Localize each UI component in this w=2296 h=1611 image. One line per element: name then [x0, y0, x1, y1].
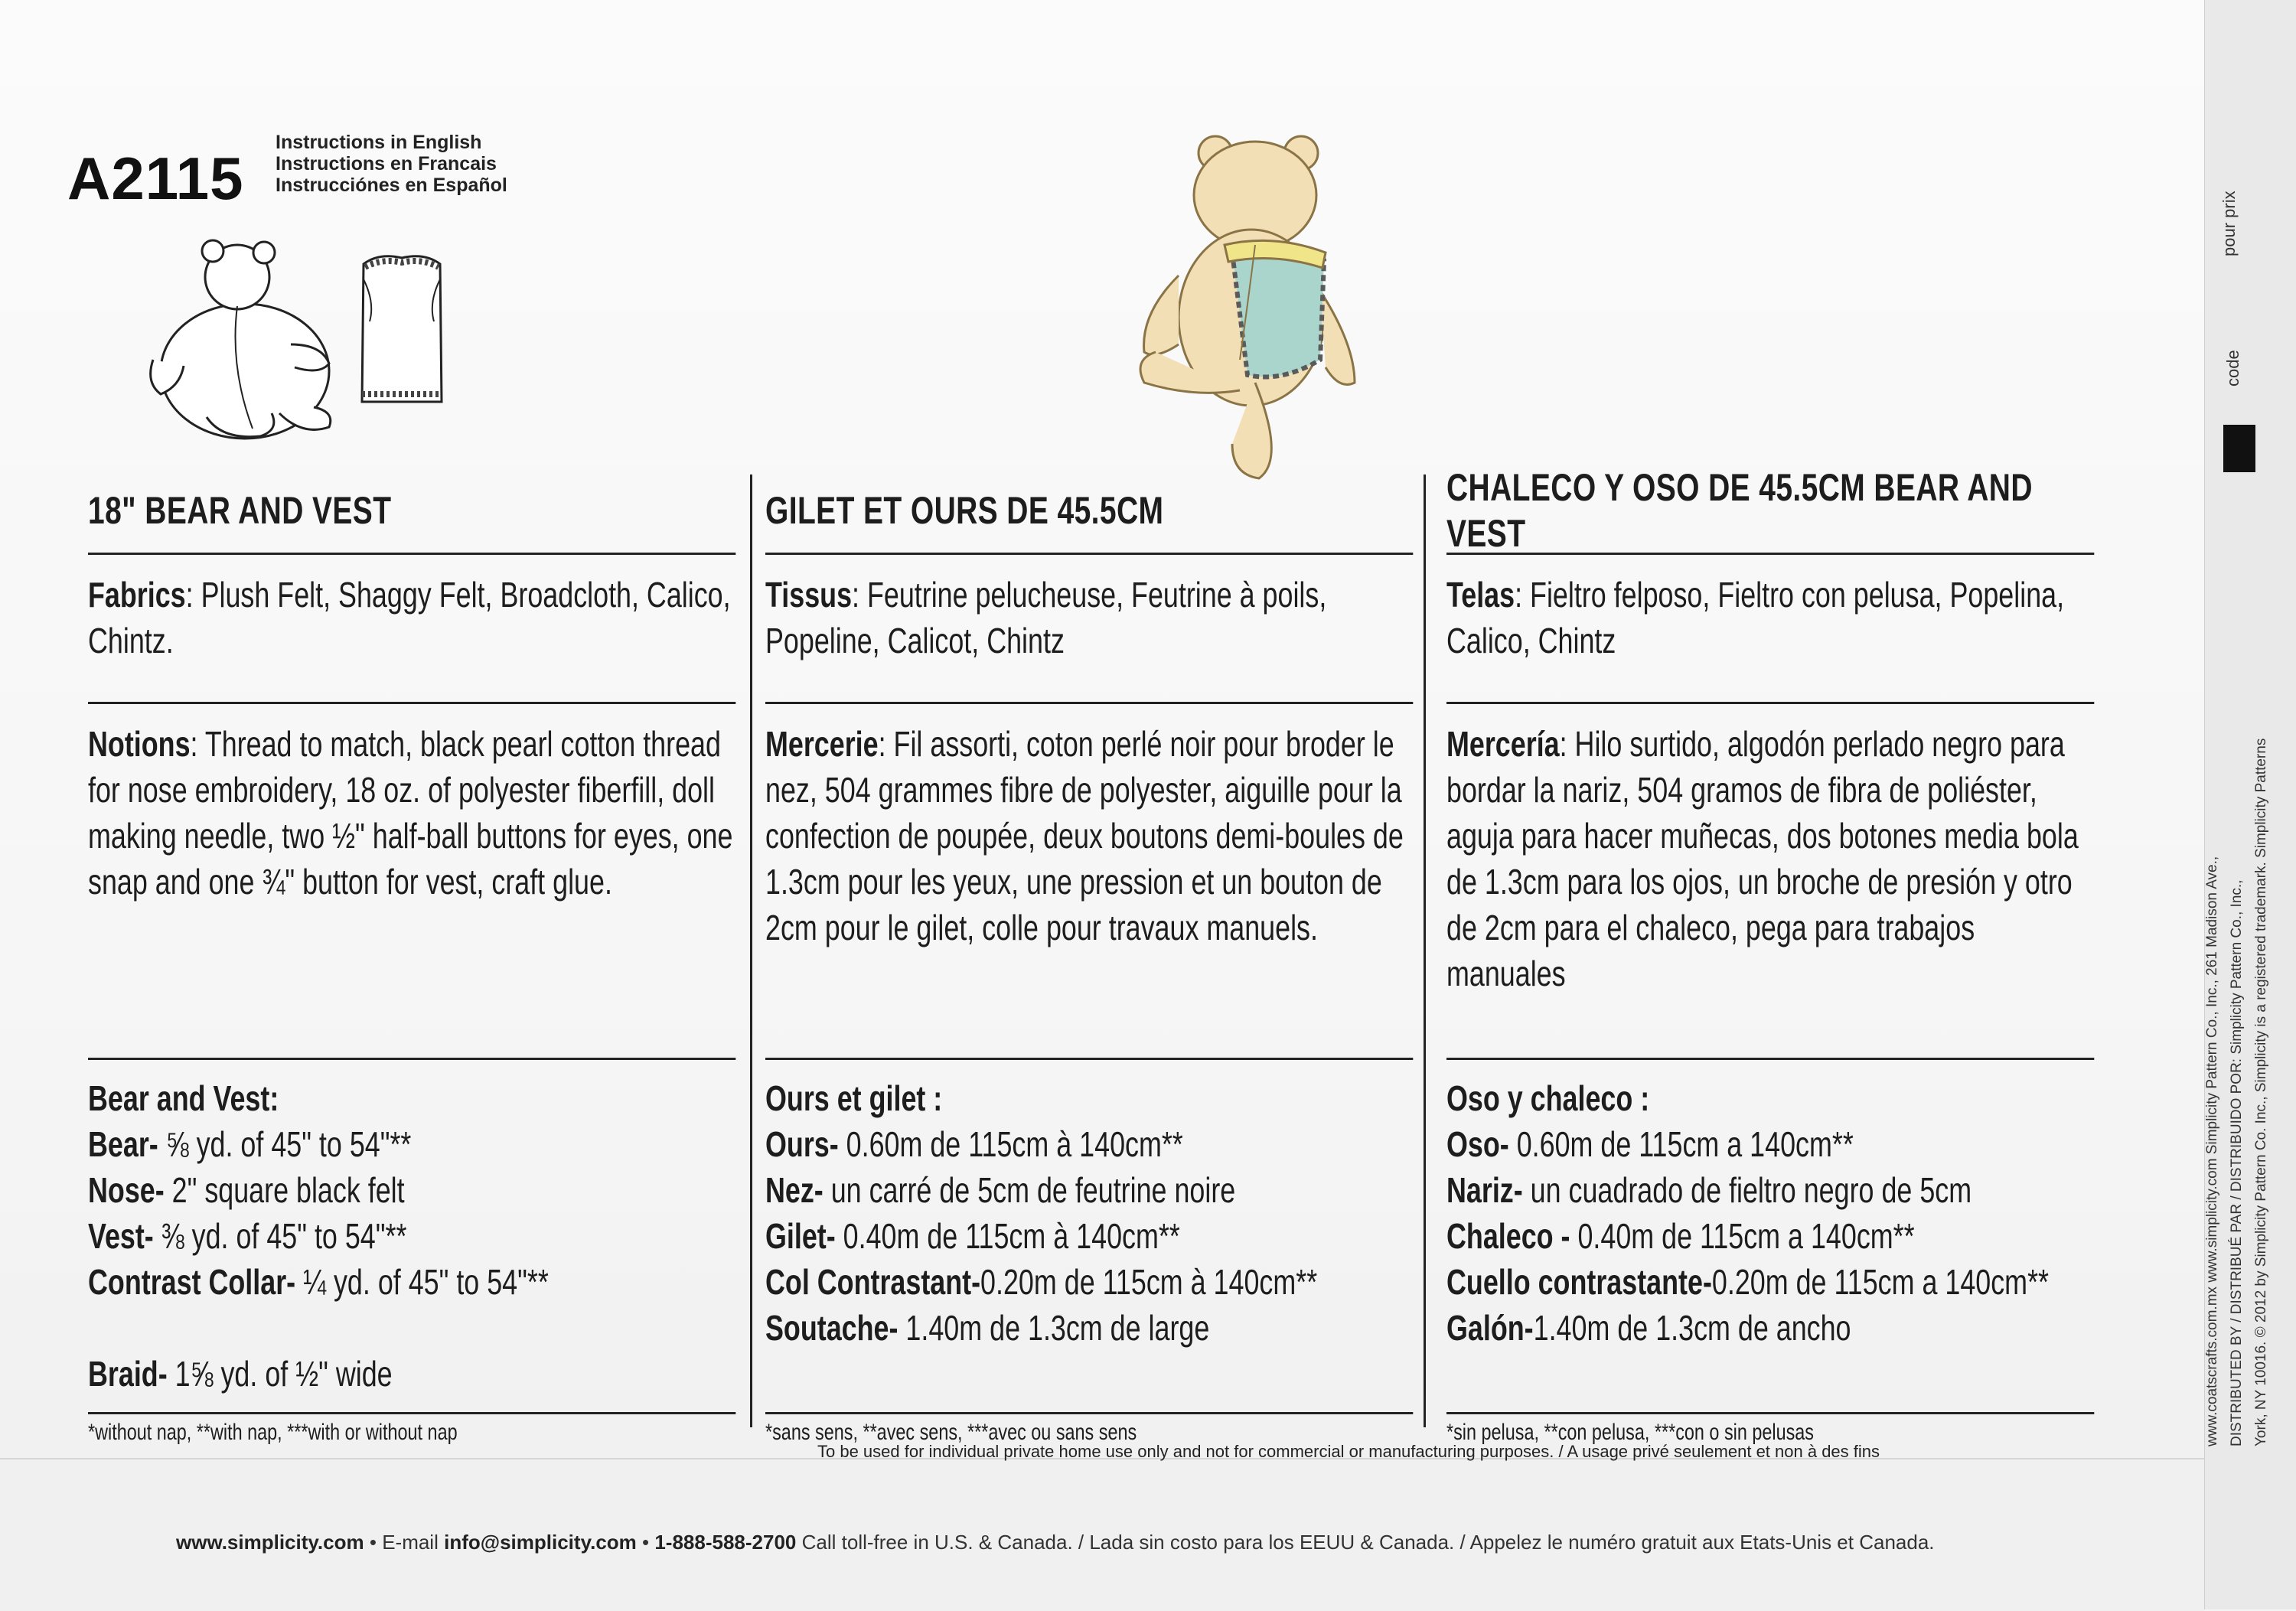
notions-label: Mercería [1446, 724, 1560, 764]
yardage-section [765, 1060, 1413, 1412]
column-title: CHALECO Y OSO DE 45.5CM BEAR AND VEST [1446, 466, 2033, 555]
notions-text: : Hilo surtido, algodón perlado negro para bordar la nariz, 504 gramos de fibra de poliéster, aguja para hacer muñecas, dos botones media bola de 1.3cm para los ojos, un broche de presión y otro de 2cm para el chaleco, pega para trabajos manuales [1446, 724, 2079, 993]
bear-with-vest-illustration [1125, 130, 1401, 482]
yardage-row: Nose- 2" square black felt [88, 1170, 405, 1210]
pattern-number: A2115 [67, 145, 244, 212]
column-english [88, 468, 735, 1446]
fabrics-label: Tissus [765, 575, 853, 615]
tollfree-text: Call toll-free in U.S. & Canada. / Lada sin costo para los EEUU & Canada. / Appelez le numéro gratuit aux Etats-Unis et Canada. [801, 1531, 1935, 1554]
barcode-mark [2223, 425, 2255, 472]
notions-label: Mercerie [765, 724, 879, 764]
yardage-row: Cuello contrastante-0.20m de 115cm a 140cm** [1446, 1262, 2050, 1302]
trim-row: Soutache- 1.40m de 1.3cm de large [765, 1308, 1210, 1348]
yardage-row: Vest- ⅜ yd. of 45" to 54"** [88, 1216, 407, 1256]
footer-contact [176, 1531, 1935, 1554]
separator-dot: • [642, 1531, 655, 1554]
fabrics-text: : Plush Felt, Shaggy Felt, Broadcloth, Calico, Chintz. [88, 575, 731, 660]
column-spanish [1446, 468, 2094, 1446]
language-english: Instructions in English [276, 132, 482, 153]
nap-footnote: *sans sens, **avec sens, ***avec ou sans sens [765, 1420, 1137, 1445]
fabrics-text: : Fieltro felposo, Fieltro con pelusa, Popelina, Calico, Chintz [1446, 575, 2065, 660]
language-list [276, 132, 507, 196]
column-divider-1 [750, 474, 752, 1427]
language-french: Instructions en Francais [276, 153, 497, 174]
yardage-heading: Bear and Vest: [88, 1078, 279, 1118]
yardage-row: Oso- 0.60m de 115cm a 140cm** [1446, 1124, 1854, 1164]
email-label: E-mail [382, 1531, 439, 1554]
legal-notice: To be used for individual private home use only and not for commercial or manufacturing purposes. / A usage privé seulement et non à des fins [817, 1442, 1880, 1461]
yardage-row: Bear- ⅝ yd. of 45" to 54"** [88, 1124, 412, 1164]
distributor-line: York, NY 10016. © 2012 by Simplicity Pattern Co. Inc., Simplicity is a registered trademark. Simplicity Patterns [2253, 738, 2269, 1446]
yardage-section [1446, 1060, 2094, 1412]
fabrics-section [1446, 555, 2094, 702]
code-label: code [2223, 350, 2242, 386]
yardage-row: Gilet- 0.40m de 115cm à 140cm** [765, 1216, 1180, 1256]
yardage-section [88, 1060, 735, 1412]
notions-section [1446, 704, 2094, 1058]
notions-text: : Fil assorti, coton perlé noir pour broder le nez, 504 grammes fibre de polyester, aiguille pour la confection de poupée, deux boutons demi-boules de 1.3cm pour les yeux, une pression et un bouton de 2cm pour le gilet, colle pour travaux manuels. [765, 724, 1404, 947]
bear-line-drawing [138, 230, 360, 444]
column-divider-2 [1424, 474, 1426, 1427]
fabrics-label: Fabrics [88, 575, 186, 615]
yardage-heading: Oso y chaleco : [1446, 1078, 1650, 1118]
column-title: GILET ET OURS DE 45.5CM [765, 489, 1164, 532]
distributor-line: DISTRIBUTED BY / DISTRIBUÉ PAR / DISTRIBUIDO POR: Simplicity Pattern Co., Inc., [2229, 879, 2245, 1446]
language-spanish: Instrucciónes en Español [276, 174, 507, 196]
yardage-row: Nez- un carré de 5cm de feutrine noire [765, 1170, 1236, 1210]
yardage-row: Ours- 0.60m de 115cm à 140cm** [765, 1124, 1183, 1164]
notions-section [88, 704, 735, 1058]
email-link[interactable]: info@simplicity.com [444, 1531, 637, 1554]
column-french [765, 468, 1413, 1446]
notions-text: : Thread to match, black pearl cotton thread for nose embroidery, 18 oz. of polyester fiberfill, doll making needle, two ½" half-ball buttons for eyes, one snap and one ¾" button for vest, craft glue. [88, 724, 733, 902]
yardage-heading: Ours et gilet : [765, 1078, 943, 1118]
nap-footnote: *without nap, **with nap, ***with or without nap [88, 1420, 458, 1445]
nap-footnote: *sin pelusa, **con pelusa, ***con o sin pelusas [1446, 1420, 1815, 1445]
notions-section [765, 704, 1413, 1058]
yardage-row: Chaleco - 0.40m de 115cm a 140cm** [1446, 1216, 1915, 1256]
vest-line-drawing [348, 249, 455, 421]
trim-row: Galón-1.40m de 1.3cm de ancho [1446, 1308, 1851, 1348]
yardage-row: Contrast Collar- ¼ yd. of 45" to 54"** [88, 1262, 549, 1302]
trim-row: Braid- 1⅝ yd. of ½" wide [88, 1354, 393, 1394]
fabrics-section [88, 555, 735, 702]
column-title: 18" BEAR AND VEST [88, 489, 392, 532]
fabrics-section [765, 555, 1413, 702]
phone-number: 1-888-588-2700 [654, 1531, 797, 1554]
fabrics-label: Telas [1446, 575, 1515, 615]
yardage-row: Nariz- un cuadrado de fieltro negro de 5cm [1446, 1170, 1972, 1210]
website-link[interactable]: www.simplicity.com [176, 1531, 364, 1554]
distributor-line: www.coatscrafts.com.mx www.simplicity.com Simplicity Pattern Co., Inc., 261 Madison Ave., [2204, 856, 2220, 1446]
separator-dot: • [369, 1531, 383, 1554]
fabrics-text: : Feutrine pelucheuse, Feutrine à poils, Popeline, Calicot, Chintz [765, 575, 1327, 660]
yardage-row: Col Contrastant-0.20m de 115cm à 140cm** [765, 1262, 1318, 1302]
notions-label: Notions [88, 724, 191, 764]
price-label: pour prix [2219, 191, 2239, 256]
